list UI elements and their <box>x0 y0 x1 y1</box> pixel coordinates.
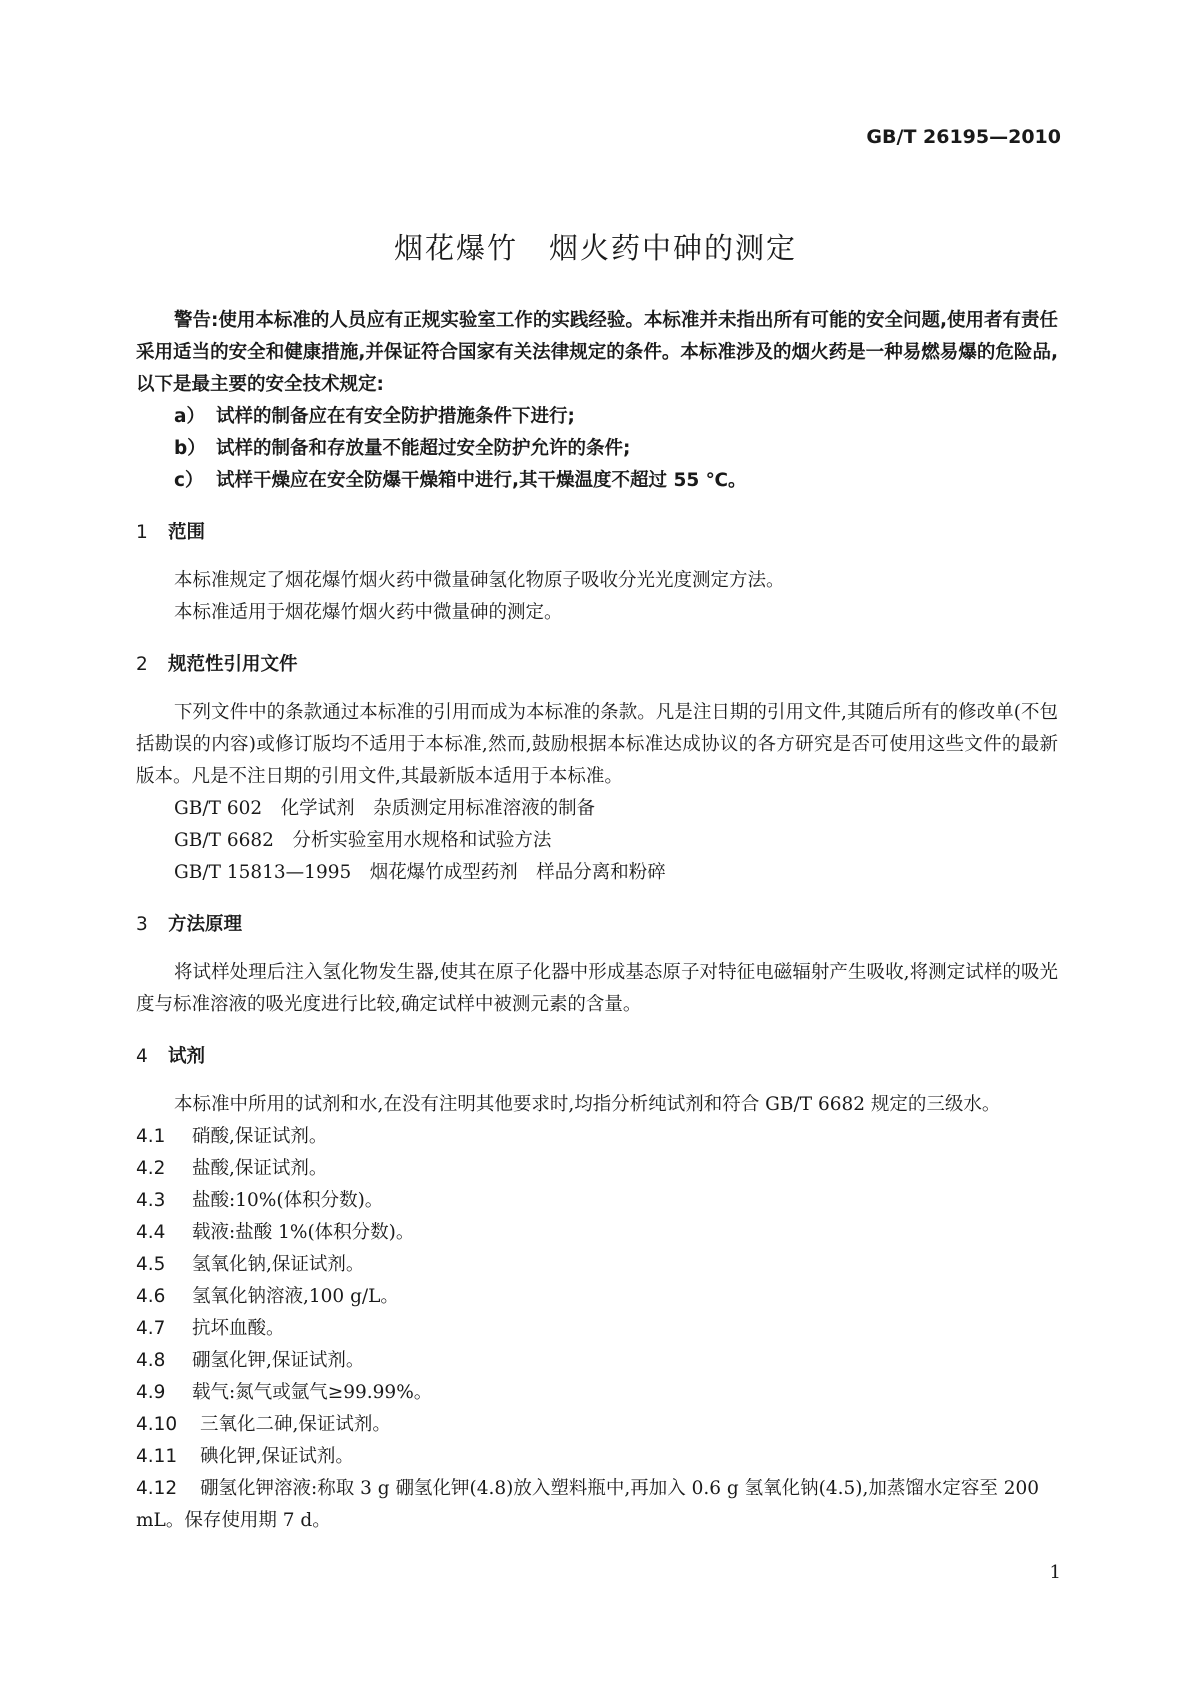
reference-item: GB/T 6682 分析实验室用水规格和试验方法 <box>174 830 552 851</box>
warning-item-marker: c） <box>174 470 204 491</box>
section-heading-principle <box>136 909 1058 941</box>
reagent-number: 4.12 <box>136 1478 178 1499</box>
section-number: 3 <box>136 914 148 935</box>
reagent-item <box>136 1121 1058 1153</box>
warning-item-text: 试样的制备和存放量不能超过安全防护允许的条件; <box>216 438 631 459</box>
document-title: 烟花爆竹 烟火药中砷的测定 <box>393 231 797 265</box>
reagent-text: 氢氧化钠,保证试剂。 <box>192 1254 365 1275</box>
reagent-text: 载液:盐酸 1%(体积分数)。 <box>192 1222 415 1243</box>
reagent-text: 硼氢化钾溶液:称取 3 g 硼氢化钾(4.8)放入塑料瓶中,再加入 0.6 g 氢氧化钠(4.5),加蒸馏水定容至 200 mL。保存使用期 7 d。 <box>136 1478 1040 1531</box>
reagent-number: 4.7 <box>136 1318 166 1339</box>
reagent-number: 4.5 <box>136 1254 166 1275</box>
reagent-item <box>136 1249 1058 1281</box>
warning-item-b <box>136 433 1058 465</box>
warning-item-marker: b） <box>174 438 206 459</box>
section-title: 范围 <box>168 522 206 543</box>
section-title: 规范性引用文件 <box>168 654 298 675</box>
warning-item-marker: a） <box>174 406 205 427</box>
reagent-item <box>136 1153 1058 1185</box>
scope-paragraph-1: 本标准规定了烟花爆竹烟火药中微量砷氢化物原子吸收分光光度测定方法。 <box>174 570 785 591</box>
reagent-text: 盐酸,保证试剂。 <box>192 1158 328 1179</box>
section-number: 1 <box>136 522 148 543</box>
reagent-item <box>136 1281 1058 1313</box>
section-heading-scope <box>136 517 1058 549</box>
reagent-number: 4.1 <box>136 1126 166 1147</box>
section-title: 方法原理 <box>168 914 243 935</box>
reagent-text: 氢氧化钠溶液,100 g/L。 <box>192 1286 399 1307</box>
section-number: 4 <box>136 1046 148 1067</box>
reagent-item <box>136 1345 1058 1377</box>
scope-paragraph-2: 本标准适用于烟花爆竹烟火药中微量砷的测定。 <box>174 602 563 623</box>
reagent-text: 三氧化二砷,保证试剂。 <box>200 1414 391 1435</box>
reagent-text: 抗坏血酸。 <box>192 1318 285 1339</box>
standard-code: GB/T 26195—2010 <box>866 126 1061 148</box>
reagent-item <box>136 1377 1058 1409</box>
reagent-number: 4.2 <box>136 1158 166 1179</box>
reagent-text: 硼氢化钾,保证试剂。 <box>192 1350 365 1371</box>
section-number: 2 <box>136 654 148 675</box>
reagent-number: 4.6 <box>136 1286 166 1307</box>
reagent-text: 载气:氮气或氩气≥99.99%。 <box>192 1382 433 1403</box>
reagents-paragraph: 本标准中所用的试剂和水,在没有注明其他要求时,均指分析纯试剂和符合 GB/T 6682 规定的三级水。 <box>174 1094 1001 1115</box>
reagent-item <box>136 1313 1058 1345</box>
references-paragraph: 下列文件中的条款通过本标准的引用而成为本标准的条款。凡是注日期的引用文件,其随后所有的修改单(不包括勘误的内容)或修订版均不适用于本标准,然而,鼓励根据本标准达成协议的各方研究是否可使用这些文件的最新版本。凡是不注日期的引用文件,其最新版本适用于本标准。 <box>136 702 1058 787</box>
reagent-number: 4.11 <box>136 1446 178 1467</box>
page-number: 1 <box>1049 1562 1061 1583</box>
warning-item-text: 试样干燥应在安全防爆干燥箱中进行,其干燥温度不超过 55 ℃。 <box>216 470 747 491</box>
reagent-number: 4.3 <box>136 1190 166 1211</box>
reagent-text: 盐酸:10%(体积分数)。 <box>192 1190 384 1211</box>
reagent-item <box>136 1185 1058 1217</box>
principle-paragraph: 将试样处理后注入氢化物发生器,使其在原子化器中形成基态原子对特征电磁辐射产生吸收,将测定试样的吸光度与标准溶液的吸光度进行比较,确定试样中被测元素的含量。 <box>136 962 1058 1015</box>
reagent-number: 4.8 <box>136 1350 166 1371</box>
reference-item: GB/T 602 化学试剂 杂质测定用标准溶液的制备 <box>174 798 596 819</box>
reagent-number: 4.10 <box>136 1414 178 1435</box>
reagent-item <box>136 1473 1058 1537</box>
warning-item-a <box>136 401 1058 433</box>
document-body <box>136 305 1058 1537</box>
section-heading-normative-references <box>136 649 1058 681</box>
reagent-item <box>136 1441 1058 1473</box>
reagent-text: 碘化钾,保证试剂。 <box>200 1446 354 1467</box>
warning-item-text: 试样的制备应在有安全防护措施条件下进行; <box>216 406 575 427</box>
reagent-item <box>136 1409 1058 1441</box>
reagent-item <box>136 1217 1058 1249</box>
reference-item: GB/T 15813—1995 烟花爆竹成型药剂 样品分离和粉碎 <box>174 862 666 883</box>
reagent-number: 4.9 <box>136 1382 166 1403</box>
reagent-number: 4.4 <box>136 1222 166 1243</box>
warning-item-c <box>136 465 1058 497</box>
section-heading-reagents <box>136 1041 1058 1073</box>
warning-paragraph: 警告:使用本标准的人员应有正规实验室工作的实践经验。本标准并未指出所有可能的安全问题,使用者有责任采用适当的安全和健康措施,并保证符合国家有关法律规定的条件。本标准涉及的烟火药是一种易燃易爆的危险品,以下是最主要的安全技术规定: <box>136 310 1058 395</box>
reagent-text: 硝酸,保证试剂。 <box>192 1126 328 1147</box>
section-title: 试剂 <box>168 1046 206 1067</box>
